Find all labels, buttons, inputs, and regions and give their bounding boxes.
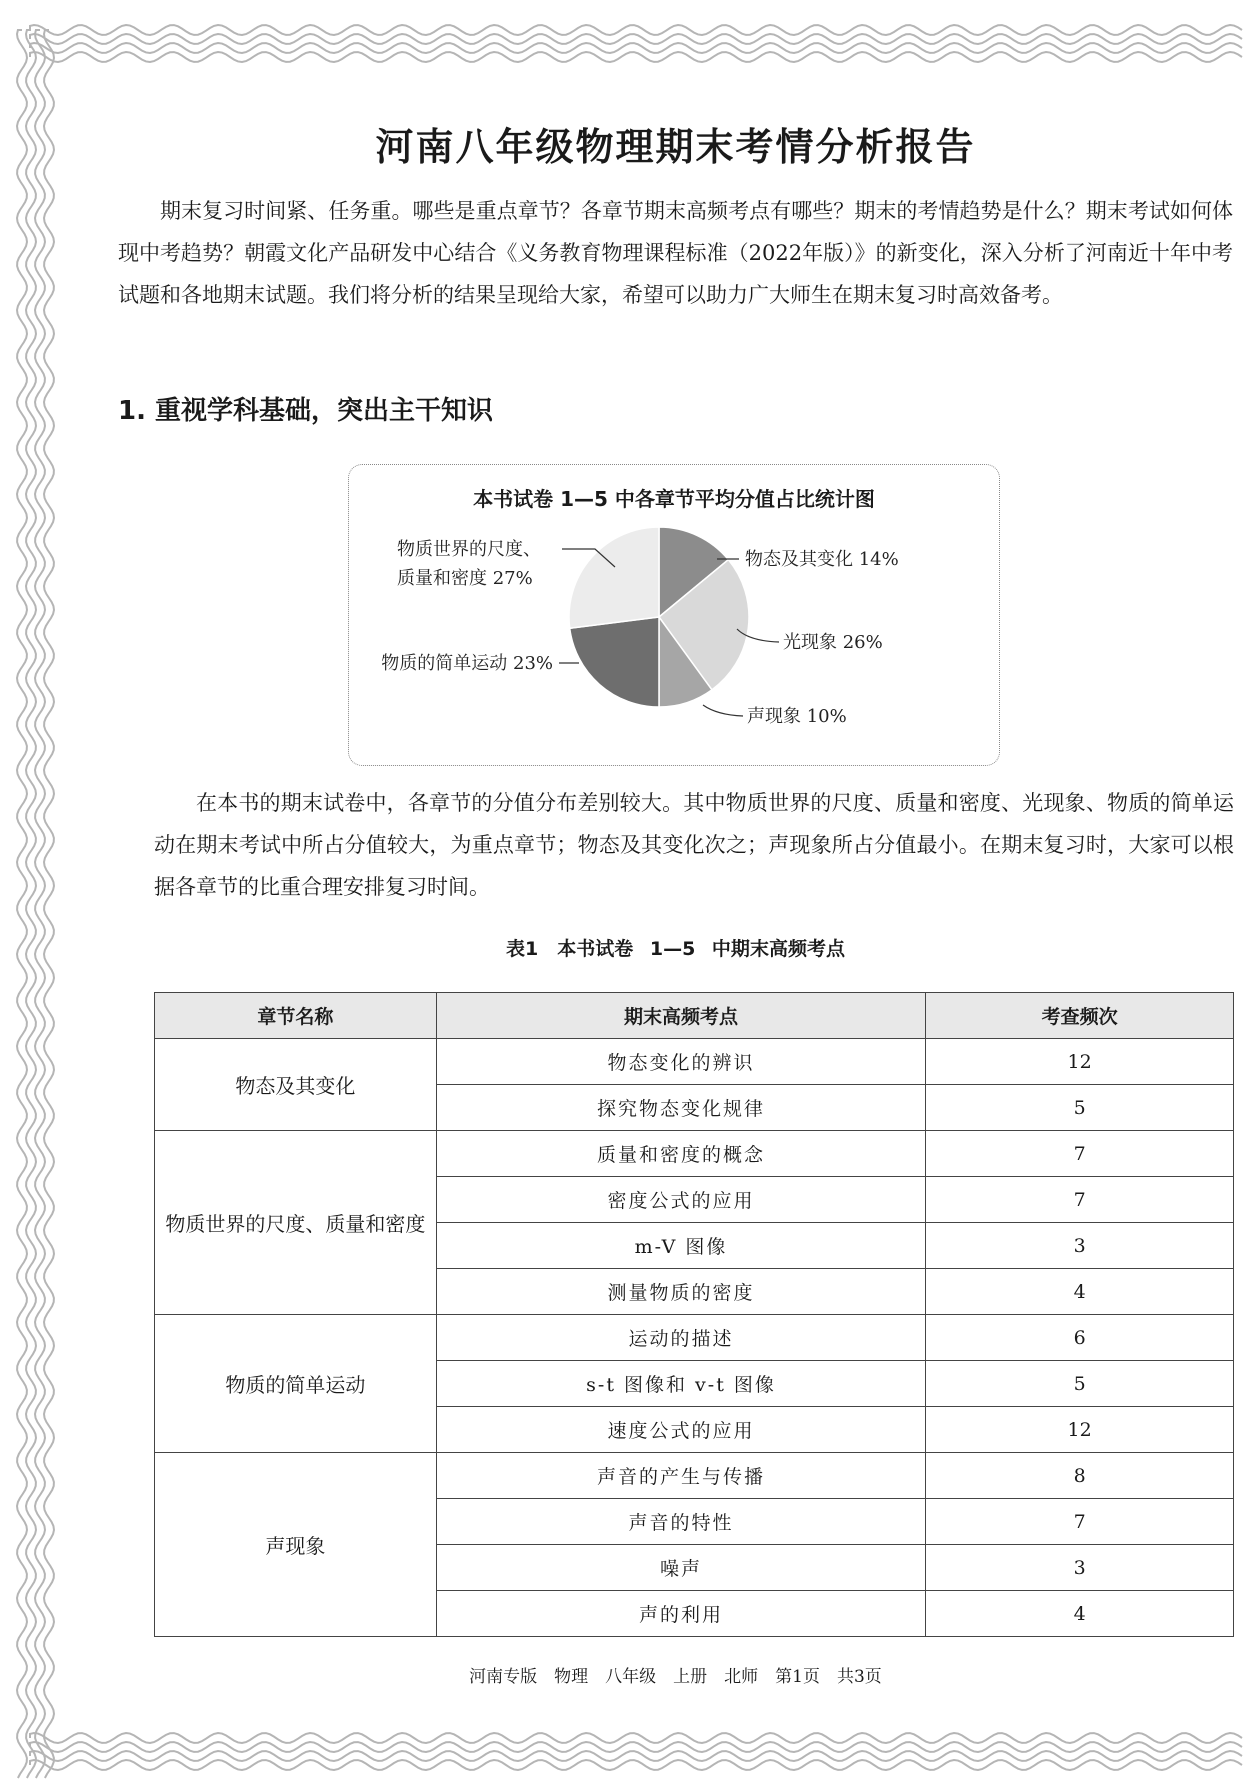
pie-chart: [349, 465, 999, 765]
header-chapter: 章节名称: [155, 993, 437, 1039]
point-cell: s-t 图像和 v-t 图像: [436, 1361, 926, 1407]
table-header-row: [155, 993, 1234, 1039]
pie-chart-panel: [348, 464, 1000, 766]
page-title: 河南八年级物理期末考情分析报告: [375, 125, 976, 169]
frequency-cell: 8: [926, 1453, 1234, 1499]
slice-label-motion: 物质的简单运动 23%: [381, 653, 553, 674]
border-wave-line: [30, 34, 1242, 44]
border-wave-line: [30, 1733, 1242, 1743]
frequency-cell: 5: [926, 1085, 1234, 1131]
slice-label-density-line2: 质量和密度 27%: [397, 568, 533, 589]
table-row: [155, 1039, 1234, 1085]
table-row: [155, 1315, 1234, 1361]
header-point: 期末高频考点: [436, 993, 926, 1039]
point-cell: 声音的产生与传播: [436, 1453, 926, 1499]
point-cell: 质量和密度的概念: [436, 1131, 926, 1177]
intro-paragraph: 期末复习时间紧、任务重。哪些是重点章节？各章节期末高频考点有哪些？期末的考情趋势是什么？期末考试如何体现中考趋势？朝霞文化产品研发中心结合《义务教育物理课程标准（2022年版）》的新变化，深入分析了河南近十年中考试题和各地期末试题。我们将分析的结果呈现给大家，希望可以助力广大师生在期末复习时高效备考。: [118, 199, 1233, 307]
leader-line-sound: [703, 705, 743, 716]
chart-title: 本书试卷 1—5 中各章节平均分值占比统计图: [473, 487, 875, 511]
frequency-cell: 7: [926, 1177, 1234, 1223]
frequency-cell: 4: [926, 1269, 1234, 1315]
slice-label-density-line1: 物质世界的尺度、: [397, 539, 541, 560]
border-wave-line: [30, 52, 1242, 62]
frequency-cell: 7: [926, 1131, 1234, 1177]
table-row: [155, 1131, 1234, 1177]
border-wave-line: [17, 30, 27, 1778]
frequency-cell: 12: [926, 1039, 1234, 1085]
point-cell: 物态变化的辨识: [436, 1039, 926, 1085]
point-cell: 探究物态变化规律: [436, 1085, 926, 1131]
page-footer: 河南专版 物理 八年级 上册 北师 第1页 共3页: [469, 1667, 882, 1687]
border-wave-line: [26, 30, 36, 1778]
point-cell: 声的利用: [436, 1591, 926, 1637]
point-cell: 噪声: [436, 1545, 926, 1591]
slice-label-light: 光现象 26%: [783, 632, 883, 653]
frequency-cell: 3: [926, 1545, 1234, 1591]
border-wave-line: [44, 30, 54, 1778]
pie-slice-motion: [570, 617, 659, 707]
chapter-cell: 声现象: [155, 1453, 437, 1637]
frequency-cell: 3: [926, 1223, 1234, 1269]
frequency-cell: 7: [926, 1499, 1234, 1545]
border-wave-line: [35, 30, 45, 1778]
border-wave-line: [30, 25, 1242, 35]
slice-label-phase-change: 物态及其变化 14%: [745, 549, 899, 570]
chapter-cell: 物态及其变化: [155, 1039, 437, 1131]
table-caption: 表1 本书试卷 1—5 中期末高频考点: [506, 938, 845, 960]
table-row: [155, 1453, 1234, 1499]
pie-slice-density: [569, 527, 659, 628]
point-cell: 密度公式的应用: [436, 1177, 926, 1223]
chapter-cell: 物质的简单运动: [155, 1315, 437, 1453]
point-cell: m-V 图像: [436, 1223, 926, 1269]
frequency-cell: 12: [926, 1407, 1234, 1453]
frequency-cell: 4: [926, 1591, 1234, 1637]
slice-label-sound: 声现象 10%: [747, 706, 847, 727]
frequency-cell: 5: [926, 1361, 1234, 1407]
border-wave-line: [30, 43, 1242, 53]
border-wave-line: [30, 1742, 1242, 1752]
point-cell: 测量物质的密度: [436, 1269, 926, 1315]
frequency-cell: 6: [926, 1315, 1234, 1361]
point-cell: 运动的描述: [436, 1315, 926, 1361]
analysis-paragraph: 在本书的期末试卷中，各章节的分值分布差别较大。其中物质世界的尺度、质量和密度、光现象、物质的简单运动在期末考试中所占分值较大，为重点章节；物态及其变化次之；声现象所占分值最小。在期末复习时，大家可以根据各章节的比重合理安排复习时间。: [154, 791, 1234, 899]
border-wave-line: [30, 1760, 1242, 1770]
high-frequency-table: [154, 992, 1234, 1637]
point-cell: 声音的特性: [436, 1499, 926, 1545]
section-heading: 1. 重视学科基础，突出主干知识: [118, 396, 494, 426]
chapter-cell: 物质世界的尺度、质量和密度: [155, 1131, 437, 1315]
border-wave-line: [30, 1751, 1242, 1761]
header-frequency: 考查频次: [926, 993, 1234, 1039]
point-cell: 速度公式的应用: [436, 1407, 926, 1453]
